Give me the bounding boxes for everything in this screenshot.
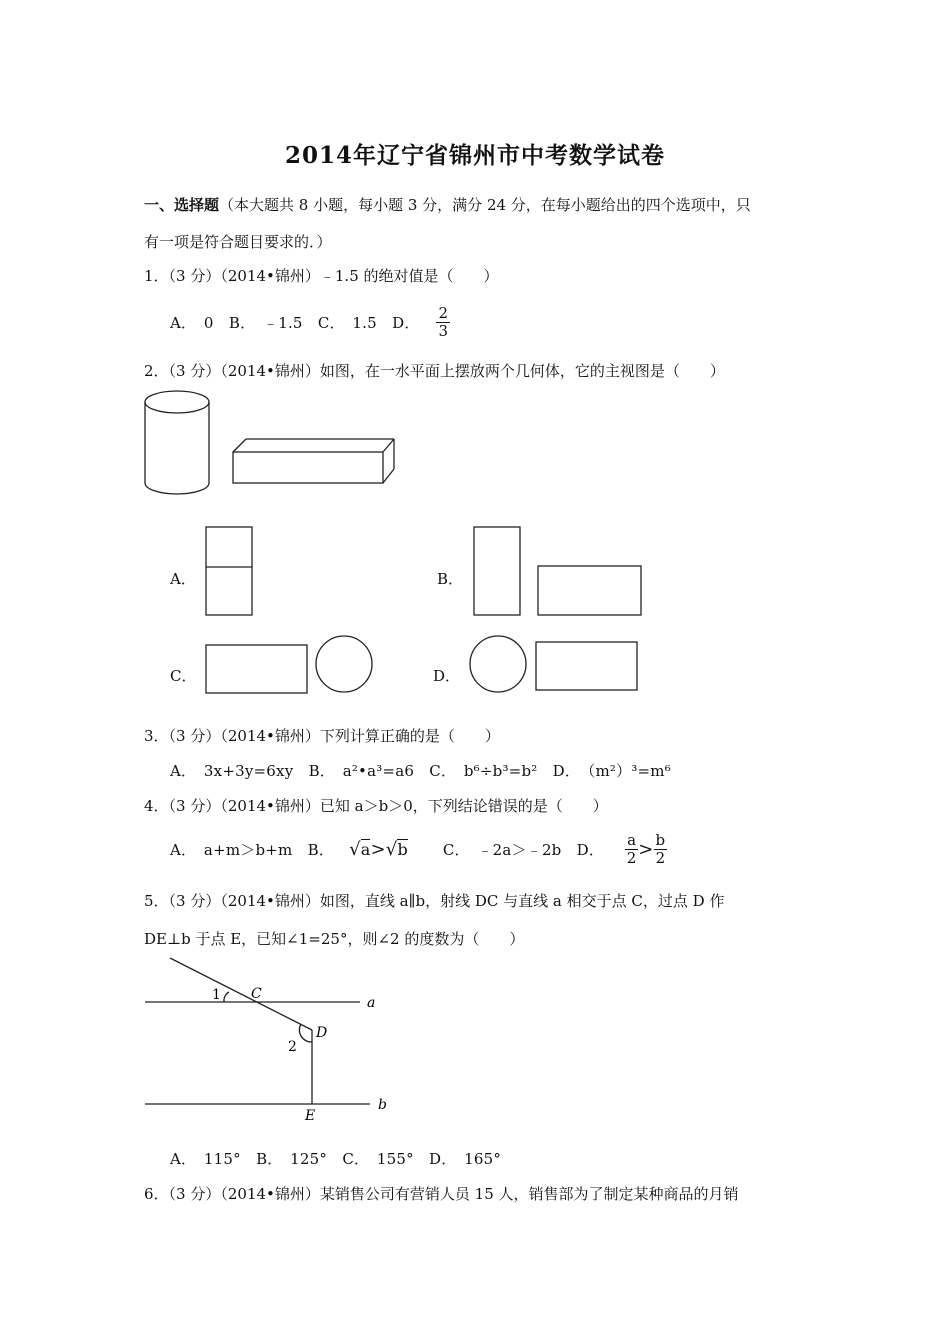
q4-option-d-den-a: 2 bbox=[626, 849, 637, 867]
angle-1-arc bbox=[224, 992, 229, 1002]
q2-option-c-label: C． bbox=[170, 667, 197, 685]
q3-options: A． 3x+3y=6xy B． a²•a³=a6 C． b⁶÷b³=b² D． （m²）³=m⁶ bbox=[170, 762, 671, 780]
q5-stem-line2: DE⊥b 于点 E，已知∠1=25°，则∠2 的度数为（ ） bbox=[144, 930, 525, 948]
q5-options: A． 115° B． 125° C． 155° D． 165° bbox=[170, 1150, 502, 1168]
q4-option-d-num-a: a bbox=[627, 831, 637, 849]
point-d-label: D bbox=[316, 1025, 328, 1041]
q6-stem: 6．（3 分）（2014•锦州）某销售公司有营销人员 15 人，销售部为了制定某种商品的月销 bbox=[144, 1185, 739, 1203]
q2-option-a-label: A． bbox=[170, 570, 196, 588]
point-c-label: C bbox=[251, 986, 262, 1002]
angle-2-label: 2 bbox=[288, 1039, 297, 1055]
section-desc-line2: 有一项是符合题目要求的．） bbox=[144, 233, 332, 251]
q4-option-a-text: A． a+m＞b+m B． bbox=[170, 841, 335, 859]
ray-dc bbox=[170, 958, 312, 1030]
q4-option-b-radicand-a: a bbox=[360, 840, 371, 859]
q5-stem-line1: 5．（3 分）（2014•锦州）如图，直线 a∥b，射线 DC 与直线 a 相交于点 C，过点 D 作 bbox=[144, 892, 725, 910]
q3-stem: 3．（3 分）（2014•锦州）下列计算正确的是（ ） bbox=[144, 727, 500, 745]
q1-options-text: A． 0 B． ﹣1.5 C． 1.5 D． bbox=[170, 314, 420, 332]
q2-stem: 2．（3 分）（2014•锦州）如图，在一水平面上摆放两个几何体，它的主视图是（ ） bbox=[144, 362, 725, 380]
q4-option-b-radicand-b: b bbox=[397, 840, 408, 859]
q2-option-b-label: B． bbox=[437, 570, 464, 588]
angle-1-label: 1 bbox=[212, 987, 221, 1003]
page-title: 2014年辽宁省锦州市中考数学试卷 bbox=[284, 142, 665, 169]
line-b-label: b bbox=[378, 1097, 387, 1113]
q4-option-d-den-b: 2 bbox=[655, 849, 666, 867]
q4-option-b-expr: √a>√b bbox=[349, 839, 408, 860]
line-a-label: a bbox=[367, 995, 376, 1011]
q1-option-d-denominator: 3 bbox=[438, 322, 449, 340]
q4-options: A． a+m＞b+m B． √a>√b C． ﹣2a＞﹣2b D． $\frac{a}{2}$ > $\frac{b}{2}$ bbox=[170, 831, 666, 867]
q4-stem: 4．（3 分）（2014•锦州）已知 a＞b＞0，下列结论错误的是（ ） bbox=[144, 797, 608, 815]
q4-option-c-text: C． ﹣2a＞﹣2b D． bbox=[442, 841, 605, 859]
q4-option-d-num-b: b bbox=[655, 831, 666, 849]
q1-stem: 1．（3 分）（2014•锦州）﹣1.5 的绝对值是（ ） bbox=[144, 267, 499, 285]
point-e-label: E bbox=[305, 1108, 316, 1124]
section-heading: 一、选择题 bbox=[144, 196, 220, 214]
section-desc-line1: （本大题共 8 小题，每小题 3 分，满分 24 分，在每小题给出的四个选项中，只 bbox=[219, 196, 751, 214]
q2-option-d-label: D． bbox=[433, 667, 461, 685]
q1-option-d-numerator: 2 bbox=[438, 304, 449, 322]
